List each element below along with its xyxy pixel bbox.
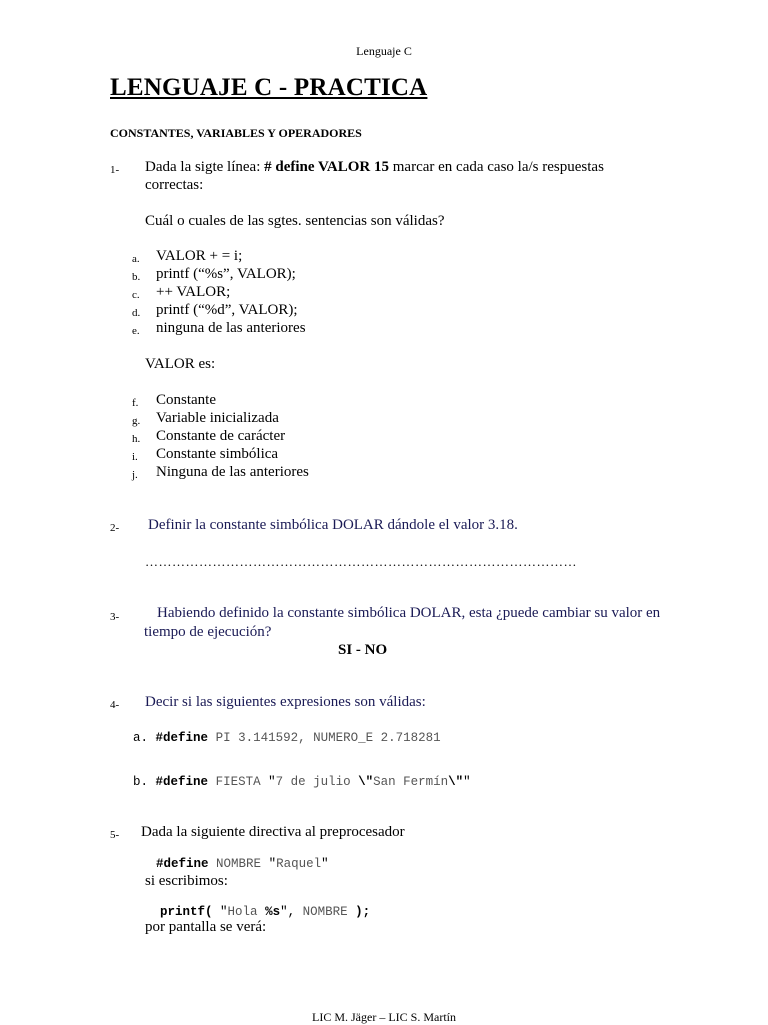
q4-text: Decir si las siguientes expresiones son válidas: <box>145 694 426 710</box>
code-text: NOMBRE <box>216 857 262 871</box>
q3-number: 3- <box>110 611 120 623</box>
q2-number: 2- <box>110 522 120 534</box>
code-string: Hola <box>227 905 266 919</box>
option-text: ninguna de las anteriores <box>156 320 306 336</box>
option-text: printf (“%s”, VALOR); <box>156 266 296 282</box>
answer-blank-line: …………………………………………………………………………………… <box>145 554 577 569</box>
running-footer: LIC M. Jäger – LIC S. Martín <box>312 1010 456 1024</box>
q1-text-line2: correctas: <box>145 177 204 193</box>
option-text: Variable inicializada <box>156 410 279 426</box>
option-text: Ninguna de las anteriores <box>156 464 309 480</box>
option-text: Constante simbólica <box>156 446 279 462</box>
option-label: c. <box>132 289 140 301</box>
q2-text: Definir la constante simbólica DOLAR dándole el valor 3.18. <box>148 517 518 533</box>
code-string: Raquel <box>276 857 322 871</box>
option-text: Constante <box>156 392 216 408</box>
code-text: NOMBRE <box>302 905 348 919</box>
option-label: j. <box>132 469 138 481</box>
q4-expression-a <box>133 731 441 745</box>
q4-number: 4- <box>110 699 120 711</box>
code-label: b. <box>133 775 149 789</box>
code-format-specifier: %s <box>265 905 281 919</box>
option-text: ++ VALOR; <box>156 284 231 300</box>
option-text: VALOR + = i; <box>156 248 243 264</box>
q1-text-a: Dada la sigte línea: <box>145 159 261 175</box>
code-keyword: #define <box>155 775 209 789</box>
code-keyword: #define <box>156 857 209 871</box>
code-string: 7 de julio <box>275 775 359 789</box>
q1-number: 1- <box>110 164 120 176</box>
code-keyword: printf( <box>160 905 213 919</box>
option-label: h. <box>132 433 141 445</box>
q1-subquestion-2: VALOR es: <box>145 356 216 372</box>
q5-text: Dada la siguiente directiva al preprocesador <box>141 824 405 840</box>
section-subtitle: CONSTANTES, VARIABLES Y OPERADORES <box>110 126 362 140</box>
q3-answer-options: SI - NO <box>338 642 388 658</box>
q1-text-b: marcar en cada caso la/s respuestas <box>392 159 604 175</box>
option-text: Constante de carácter <box>156 428 286 444</box>
option-label: d. <box>132 307 141 319</box>
code-quote: " <box>268 857 277 871</box>
q5-number: 5- <box>110 829 120 841</box>
q5-define-code <box>156 857 329 871</box>
option-label: e. <box>132 325 140 337</box>
code-quote: " <box>321 857 329 871</box>
q5-text-3: por pantalla se verá: <box>145 919 267 935</box>
option-label: i. <box>132 451 138 463</box>
code-quote: " <box>220 905 228 919</box>
q1-subquestion-1: Cuál o cuales de las sgtes. sentencias son válidas? <box>145 213 445 229</box>
running-header: Lenguaje C <box>356 44 412 58</box>
code-quote: " <box>268 775 276 789</box>
code-text: PI 3.141592, NUMERO_E 2.718281 <box>215 731 441 745</box>
q3-text-line1: Habiendo definido la constante simbólica DOLAR, esta ¿puede cambiar su valor en <box>157 605 661 621</box>
code-punctuation: ); <box>355 905 371 919</box>
page-title: LENGUAJE C - PRACTICA <box>110 74 428 101</box>
q1-text-line1 <box>145 159 604 176</box>
code-string: San Fermín <box>373 775 449 789</box>
q4-expression-b <box>133 775 471 789</box>
q3-text-line2: tiempo de ejecución? <box>144 624 272 640</box>
q5-printf-code <box>160 905 370 919</box>
code-keyword: #define <box>155 731 209 745</box>
code-quote: " <box>280 905 288 919</box>
code-escape: \" <box>358 775 374 789</box>
option-label: a. <box>132 253 140 265</box>
option-label: b. <box>132 271 141 283</box>
code-label: a. <box>133 731 149 745</box>
code-quote: " <box>463 775 471 789</box>
q1-define-keyword: # define VALOR 15 <box>264 159 390 175</box>
code-text: FIESTA <box>215 775 261 789</box>
q5-text-2: si escribimos: <box>145 873 228 889</box>
code-punctuation: , <box>287 905 296 919</box>
option-text: printf (“%d”, VALOR); <box>156 302 298 318</box>
option-label: g. <box>132 415 141 427</box>
code-escape: \" <box>448 775 464 789</box>
option-label: f. <box>132 397 139 409</box>
